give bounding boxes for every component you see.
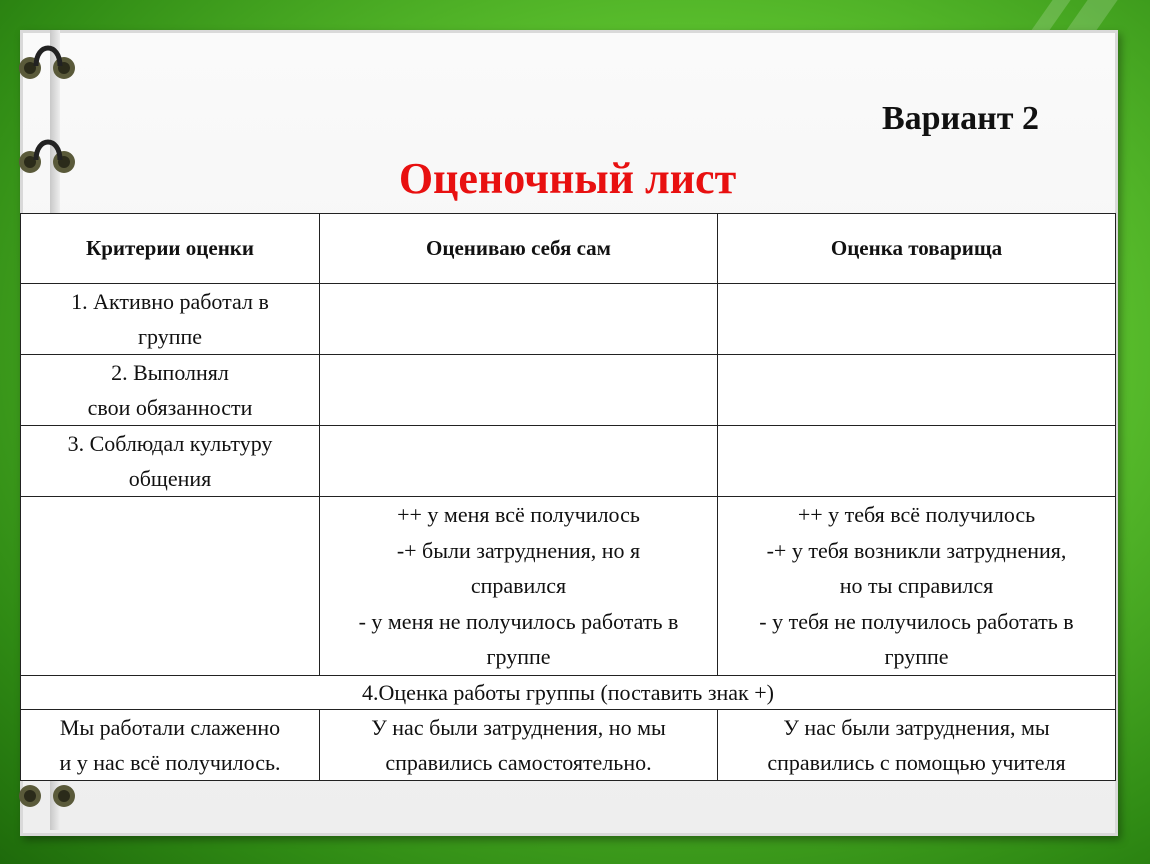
peer-score-cell[interactable]: [718, 355, 1116, 426]
table-row: [21, 426, 1116, 497]
binder-ring-icon: [14, 776, 76, 816]
variant-label: Вариант 2: [882, 100, 1039, 137]
criterion-text: 1. Активно работал в: [71, 289, 269, 314]
table-header-row: [21, 214, 1116, 284]
legend-line: но ты справился: [839, 573, 994, 598]
legend-line: справился: [470, 573, 567, 598]
self-score-cell[interactable]: [320, 426, 718, 497]
header-peer: Оценка товарища: [718, 214, 1116, 284]
group-heading: 4.Оценка работы группы (поставить знак +): [21, 675, 1116, 709]
evaluation-table: [20, 213, 1116, 781]
empty-cell: [21, 497, 320, 676]
legend-line: -+ у тебя возникли затруднения,: [766, 537, 1067, 563]
criterion-text: 2. Выполнял: [111, 360, 229, 385]
header-criteria: Критерии оценки: [21, 214, 320, 284]
legend-row: [21, 497, 1116, 676]
legend-line: - у меня не получилось работать в: [358, 608, 679, 634]
criterion-text: свои обязанности: [87, 395, 253, 420]
legend-line: - у тебя не получилось работать в: [759, 608, 1074, 634]
group-option-text: У нас были затруднения, мы: [783, 714, 1050, 740]
legend-line: ++ у тебя всё получилось: [797, 502, 1036, 527]
group-option-text: справились с помощью учителя: [767, 749, 1066, 775]
legend-line: ++ у меня всё получилось: [397, 502, 640, 527]
group-option-text: справились самостоятельно.: [385, 749, 652, 775]
criterion-text: 3. Соблюдал культуру: [67, 431, 273, 456]
criterion-cell: [21, 284, 320, 355]
legend-line: группе: [884, 644, 949, 669]
group-options-row: [21, 709, 1116, 780]
group-option-cell[interactable]: [718, 709, 1116, 780]
group-option-text: и у нас всё получилось.: [59, 749, 281, 775]
binder-ring-icon: [14, 40, 76, 80]
group-heading-row: [21, 675, 1116, 709]
self-score-cell[interactable]: [320, 355, 718, 426]
header-self: Оцениваю себя сам: [320, 214, 718, 284]
table-row: [21, 355, 1116, 426]
group-option-cell[interactable]: [21, 709, 320, 780]
self-legend-cell: [320, 497, 718, 676]
table-row: [21, 284, 1116, 355]
self-score-cell[interactable]: [320, 284, 718, 355]
peer-score-cell[interactable]: [718, 284, 1116, 355]
legend-line: группе: [486, 644, 551, 669]
criterion-cell: [21, 355, 320, 426]
group-option-text: Мы работали слаженно: [59, 714, 281, 740]
legend-line: -+ были затруднения, но я: [396, 537, 641, 563]
peer-score-cell[interactable]: [718, 426, 1116, 497]
criterion-text: группе: [137, 324, 203, 349]
group-option-cell[interactable]: [320, 709, 718, 780]
criterion-cell: [21, 426, 320, 497]
group-option-text: У нас были затруднения, но мы: [371, 714, 666, 740]
peer-legend-cell: [718, 497, 1116, 676]
page-title: Оценочный лист: [398, 154, 737, 203]
criterion-text: общения: [128, 466, 212, 491]
